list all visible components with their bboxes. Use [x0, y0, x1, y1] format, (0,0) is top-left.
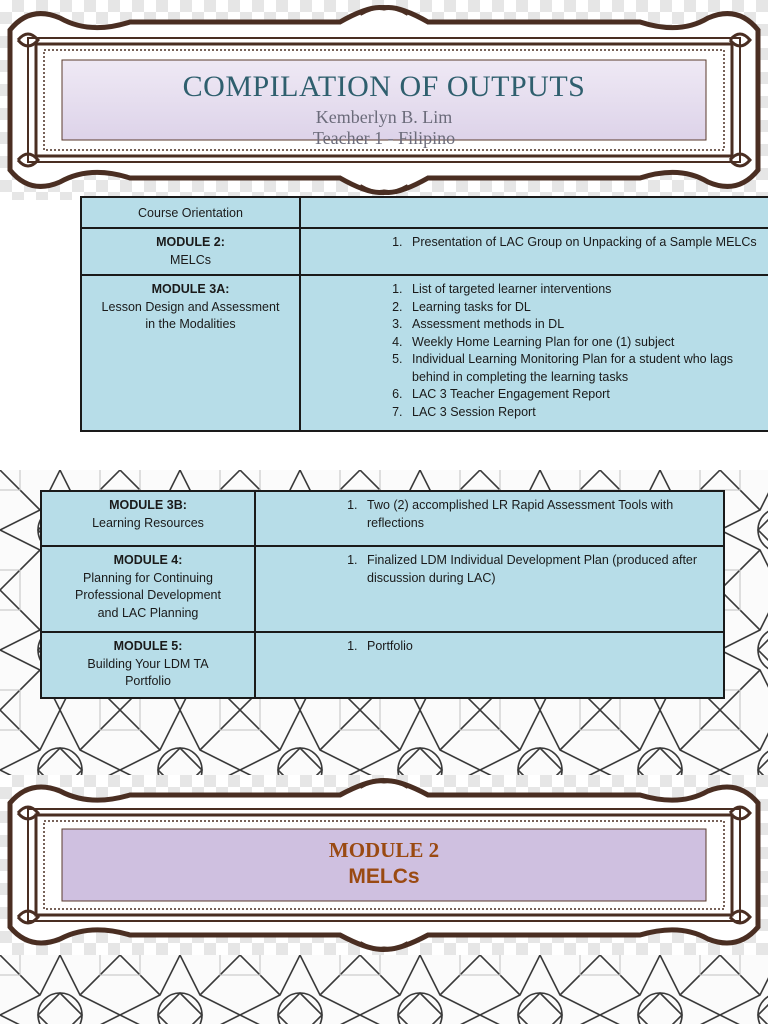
outputs-cell [255, 546, 724, 632]
author-name: Kemberlyn B. Lim [315, 107, 453, 127]
module-name: MODULE 5: [113, 639, 183, 653]
table-row [41, 546, 724, 632]
table-row [41, 632, 724, 698]
table-row [81, 228, 768, 275]
pattern-strip [0, 955, 768, 1024]
list-item: 6. LAC 3 Teacher Engagement Report [406, 386, 758, 404]
module-banner [0, 775, 768, 955]
list-item: 4. Weekly Home Learning Plan for one (1) subject [406, 334, 758, 352]
module-cell [81, 228, 300, 275]
outputs-cell [300, 228, 768, 275]
page-title: COMPILATION OF OUTPUTS [182, 70, 586, 103]
module-banner-subtitle: MELCs [348, 865, 420, 888]
outputs-cell [300, 197, 768, 228]
outputs-table-top [80, 196, 768, 432]
module-name: MODULE 2: [156, 235, 225, 249]
module-subtitle: Planning for Continuing Professional Development and LAC Planning [75, 570, 221, 620]
header-banner [0, 0, 768, 200]
module-cell [41, 546, 255, 632]
list-item: 7. LAC 3 Session Report [406, 404, 758, 422]
module-cell [81, 197, 300, 228]
module-cell [41, 491, 255, 546]
author-role: Teacher 1 - Filipino [312, 128, 456, 148]
module-cell [41, 632, 255, 698]
module-subtitle: MELCs [170, 252, 211, 267]
module-name: MODULE 3A: [151, 282, 230, 296]
module-banner-title: MODULE 2 [328, 838, 440, 862]
table-row [41, 491, 724, 546]
outputs-cell [255, 632, 724, 698]
module-name: MODULE 4: [113, 553, 183, 567]
list-item: 1. Finalized LDM Individual Development Plan (produced after discussion during LAC) [361, 552, 713, 587]
table-row [81, 275, 768, 431]
outputs-cell [255, 491, 724, 546]
geometric-pattern [0, 955, 768, 1024]
list-item: 1. Portfolio [361, 638, 713, 656]
module-name: MODULE 3B: [109, 498, 187, 512]
module-subtitle: Learning Resources [92, 515, 204, 530]
module-subtitle: Building Your LDM TA Portfolio [87, 656, 209, 688]
list-item: 1. Presentation of LAC Group on Unpacking of a Sample MELCs [406, 234, 758, 252]
list-item: 5. Individual Learning Monitoring Plan for a student who lags behind in completing the learning tasks [406, 351, 758, 386]
module-cell [81, 275, 300, 431]
list-item: 3. Assessment methods in DL [406, 316, 758, 334]
list-item: 1. List of targeted learner interventions [406, 281, 758, 299]
list-item: 2. Learning tasks for DL [406, 299, 758, 317]
table-row [81, 197, 768, 228]
module-subtitle: Lesson Design and Assessment in the Modalities [101, 299, 280, 331]
list-item: 1. Two (2) accomplished LR Rapid Assessment Tools with reflections [361, 497, 713, 532]
module-subtitle: Course Orientation [138, 205, 243, 220]
outputs-table-bottom [40, 490, 725, 699]
outputs-cell [300, 275, 768, 431]
